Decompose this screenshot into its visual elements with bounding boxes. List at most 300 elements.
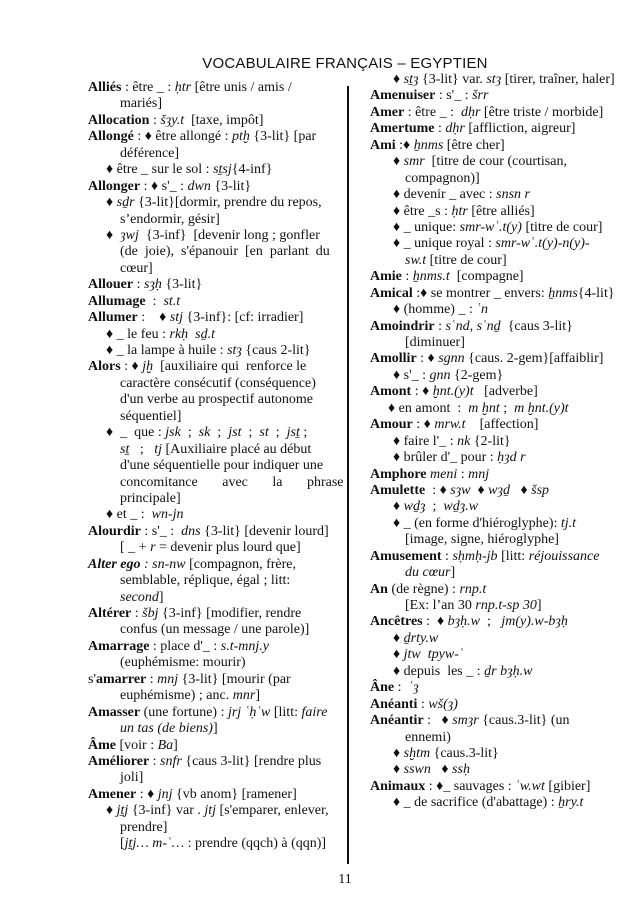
headword: Altérer	[88, 606, 132, 621]
transliteration: nk	[457, 433, 471, 449]
definition-text: [affection]	[465, 417, 539, 433]
entry-subline	[88, 655, 346, 671]
definition-text: : ♦	[423, 713, 453, 729]
transliteration: sḏr	[116, 195, 135, 211]
transliteration: sḥmḥ-jb	[452, 548, 498, 564]
headword: Allouer	[88, 277, 134, 293]
definition-text: = devenir plus lourd que]	[155, 540, 301, 556]
headword: Amer	[370, 104, 405, 120]
transliteration: sṯ	[120, 441, 130, 457]
definition-text: ;	[425, 499, 444, 515]
transliteration: mnj	[157, 671, 179, 687]
definition-text: ♦ être _ sur le sol :	[106, 162, 214, 178]
transliteration: ssḥ	[452, 762, 470, 778]
headword: Ancêtres	[370, 614, 423, 630]
transliteration: rnp.t	[459, 581, 487, 597]
definition-text: ♦ _ la lampe à huile :	[106, 343, 228, 358]
dictionary-entry-line	[88, 179, 346, 195]
entry-subline	[88, 261, 346, 277]
definition-text: : ♦	[416, 351, 439, 367]
definition-text: {vb anom} [ramener]	[172, 786, 297, 802]
transliteration: faire	[301, 704, 328, 720]
dictionary-entry-line	[370, 549, 625, 565]
definition-text: ;	[299, 425, 308, 441]
transliteration: dwn	[187, 178, 211, 194]
definition-text: ♦	[106, 803, 117, 819]
definition-text: : être _ :	[121, 80, 175, 95]
dictionary-entry-line	[88, 277, 346, 293]
definition-text: [Auxiliaire placé au début	[162, 441, 312, 457]
definition-text: ♦ (homme) _ :	[393, 302, 477, 318]
definition-text: ♦ et _ :	[106, 507, 152, 523]
transliteration: gnn	[429, 367, 451, 383]
definition-text: [être alliés]	[467, 203, 535, 219]
definition-text: [taxe, impôt]	[184, 112, 264, 128]
transliteration: ẖnms	[548, 285, 578, 301]
definition-text: [gibier]	[544, 778, 591, 794]
transliteration: sṯsj	[213, 162, 232, 178]
transliteration: ẖnms.t	[412, 269, 450, 285]
definition-text: joli]	[120, 770, 144, 786]
headword: Anéanti	[370, 696, 418, 712]
definition-text: ;	[479, 614, 502, 630]
headword: Amoindrir	[370, 318, 435, 334]
dictionary-entry-line	[88, 557, 346, 573]
transliteration: sȝḥ	[144, 277, 162, 293]
definition-text: ]	[212, 721, 218, 737]
definition-text: :	[434, 121, 446, 137]
transliteration: sṯȝ	[403, 72, 419, 87]
definition-text: [titre de cour (courtisan,	[424, 154, 567, 170]
dictionary-entry-line	[370, 779, 625, 795]
transliteration: sswn	[403, 762, 431, 778]
entry-subline	[88, 475, 346, 491]
entry-subline	[370, 631, 625, 647]
transliteration: ptḫ	[232, 129, 250, 145]
headword: Allonger	[88, 178, 141, 194]
entry-subline	[370, 746, 625, 762]
entry-subline	[370, 187, 625, 203]
transliteration: wš(ȝ)	[428, 696, 458, 712]
definition-text: [auxiliaire qui renforce le	[153, 359, 307, 375]
entry-subline	[370, 565, 625, 581]
definition-text: déférence]	[120, 145, 180, 161]
transliteration: : sn-nw	[140, 556, 186, 572]
definition-text: compagnon)]	[405, 170, 480, 186]
transliteration: bȝḥ.w	[447, 614, 480, 630]
headword: amarrer	[95, 671, 147, 687]
definition-text: (euphémisme: mourir)	[120, 655, 246, 671]
entry-subline	[88, 376, 346, 392]
transliteration: stȝ	[227, 343, 242, 358]
transliteration: rnp.t-sp 30	[475, 598, 537, 613]
definition-text: ]	[255, 688, 260, 704]
transliteration: Ba	[157, 737, 174, 753]
transliteration: stj	[169, 310, 184, 326]
transliteration: m ḫnt	[468, 400, 500, 416]
transliteration: dḥr	[445, 121, 465, 137]
definition-text: mariés]	[120, 96, 162, 112]
definition-text: {3-lit} [par	[249, 129, 317, 145]
definition-text: ]	[173, 737, 178, 753]
dictionary-entry-line	[88, 359, 346, 375]
transliteration: s.t-mnj.y	[220, 638, 269, 654]
dictionary-entry-line	[370, 713, 625, 729]
definition-text: {caus.3-lit} (un	[478, 713, 570, 729]
definition-text: {3-lit} [devenir lourd]	[200, 523, 329, 539]
definition-text: [affliction, aigreur]	[464, 121, 576, 137]
definition-text: ♦	[393, 72, 404, 87]
definition-text: s’endormir, gésir]	[120, 211, 220, 227]
entry-subline	[370, 253, 625, 269]
dictionary-entry-line	[88, 787, 346, 803]
transliteration: r	[150, 540, 156, 556]
definition-text: caractère consécutif (conséquence)	[120, 375, 316, 391]
definition-text: [titre de cour]	[426, 252, 507, 268]
transliteration: ʿȝ	[408, 680, 419, 696]
definition-text: confus (un message / une parole)]	[120, 622, 310, 638]
definition-text: {caus 3-lit}	[500, 318, 573, 334]
headword: Amenuiser	[370, 88, 436, 104]
definition-text: : ♦	[411, 384, 433, 400]
dictionary-entry-line	[88, 639, 346, 655]
definition-text: [titre de cour]	[521, 219, 603, 235]
definition-text: concomitance avec la phrase	[120, 474, 344, 490]
definition-text: {caus.3-lit}	[430, 745, 499, 761]
definition-text: {3-lit} var.	[418, 72, 487, 87]
dictionary-entry-line	[88, 672, 346, 688]
definition-text: ;	[499, 400, 515, 416]
entry-subline	[370, 171, 625, 187]
definition-text: : ♦ s'_ :	[140, 178, 188, 194]
headword: Anéantir	[370, 713, 424, 729]
entry-subline	[370, 220, 625, 236]
transliteration: ʿn	[476, 302, 489, 318]
transliteration: jst	[228, 425, 242, 441]
definition-text: euphémisme) ; anc.	[120, 688, 233, 704]
headword: Alourdir	[88, 523, 141, 539]
transliteration: jnj	[157, 786, 173, 802]
headword: Âme	[88, 737, 116, 753]
definition-text: ♦ faire l'_ :	[393, 433, 458, 449]
entry-subline	[88, 228, 346, 244]
definition-text: ♦ _ unique royal :	[393, 236, 496, 252]
entry-subline	[88, 195, 346, 211]
definition-text: [Ex: l’an 30	[405, 598, 476, 613]
transliteration: sw.t	[405, 252, 427, 268]
headword: Allongé	[88, 129, 134, 145]
definition-text: prendre]	[120, 819, 168, 835]
definition-text: : s'_ :	[140, 523, 182, 539]
headword: Animaux	[370, 778, 426, 794]
definition-text: :	[149, 112, 161, 128]
definition-text: [compagne]	[449, 269, 524, 285]
definition-text: ♦ _ de sacrifice (d'abattage) :	[393, 795, 559, 811]
transliteration: snsn r	[496, 187, 531, 203]
definition-text: ♦	[430, 762, 453, 778]
definition-text: ♦	[106, 195, 117, 211]
definition-text: : être _ :	[404, 104, 461, 120]
definition-text: [être triste / morbide]	[480, 104, 604, 120]
definition-text: ♦	[106, 227, 121, 243]
transliteration: st.t	[163, 293, 181, 309]
headword: Amener	[88, 786, 137, 802]
definition-text: : ♦_ sauvages :	[425, 778, 516, 794]
entry-subline	[88, 590, 346, 606]
definition-text: ♦	[470, 482, 489, 498]
definition-text: : ♦	[120, 359, 143, 375]
definition-text: [image, signe, hiéroglyphe]	[405, 532, 559, 548]
definition-text: [s'emparer, enlever,	[216, 803, 329, 819]
definition-text: {2-lit}	[470, 433, 511, 449]
transliteration: ḫnt.(y)t	[432, 384, 474, 400]
transliteration: ȝwj	[120, 227, 139, 243]
transliteration: sȝw	[450, 482, 471, 498]
transliteration: wḏȝ.w	[443, 499, 479, 515]
transliteration: jsṯ	[286, 425, 300, 441]
definition-text: [litt:	[270, 704, 302, 720]
dictionary-entry-line	[370, 286, 625, 302]
definition-text: ♦	[393, 630, 404, 646]
definition-text: :	[149, 753, 161, 769]
transliteration: sḫtm	[403, 745, 431, 761]
definition-text: {3-inf} [modifier, rendre	[158, 606, 302, 621]
transliteration: un tas (de biens)	[120, 721, 213, 737]
definition-text: {3-lit}	[161, 277, 203, 293]
page-number: 11	[338, 872, 352, 887]
dictionary-entry-line	[88, 606, 346, 622]
dictionary-entry-line	[370, 582, 625, 598]
entry-subline	[370, 730, 625, 746]
headword: Alter ego	[88, 556, 141, 572]
entry-subline	[370, 401, 625, 417]
definition-text: [diminuer]	[405, 335, 465, 350]
entry-subline	[370, 302, 625, 318]
definition-text: [être cher]	[443, 137, 505, 153]
transliteration: smȝr	[452, 713, 479, 729]
definition-text: [tirer, traîner, haler]	[501, 72, 615, 87]
entry-subline	[88, 458, 346, 474]
definition-text: ♦ en amont :	[388, 400, 469, 416]
entry-subline	[88, 507, 346, 523]
entry-subline	[88, 836, 346, 852]
entry-subline	[370, 499, 625, 515]
entry-subline	[88, 540, 346, 556]
headword: Amour	[370, 417, 413, 433]
entry-subline	[370, 664, 625, 680]
definition-text: {caus. 2-gem}[affaiblir]	[464, 351, 604, 367]
definition-text: (de joie), s'épanouir [en parlant du	[120, 244, 330, 260]
dictionary-entry-line	[88, 129, 346, 145]
entry-subline	[370, 762, 625, 778]
left-column	[88, 80, 346, 853]
transliteration: dns	[181, 523, 201, 539]
definition-text: cœur]	[120, 260, 153, 276]
definition-text: ♦ _ le feu :	[106, 326, 170, 342]
definition-text: : place d'_ :	[149, 638, 221, 654]
entry-subline	[370, 647, 625, 663]
transliteration: ẖnms	[413, 137, 444, 153]
headword: An	[370, 581, 388, 597]
transliteration: ḥtr	[174, 80, 192, 95]
headword: Amont	[370, 384, 412, 400]
dictionary-entry-line	[370, 417, 625, 433]
entry-subline	[88, 491, 346, 507]
definition-text: ♦ devenir _ avec :	[393, 187, 497, 203]
definition-text: ♦ _ que :	[106, 425, 166, 441]
definition-text: : ♦	[137, 310, 170, 326]
transliteration: wȝḏ	[488, 482, 510, 498]
page-title: VOCABULAIRE FRANÇAIS – EGYPTIEN	[202, 55, 488, 72]
dictionary-entry-line	[370, 105, 625, 121]
definition-text: : prendre (qqch) à (qqn)]	[184, 836, 327, 852]
entry-subline	[370, 368, 625, 384]
entry-subline	[88, 820, 346, 836]
definition-text: {3-lit} [mourir (par	[178, 671, 291, 687]
definition-text: {2-gem}	[450, 367, 504, 383]
definition-text: : ♦ être allongé :	[133, 129, 232, 145]
definition-text: [ _ +	[120, 540, 151, 556]
definition-text: [compagnon, frère,	[185, 556, 297, 572]
definition-text: {3-inf} var .	[128, 803, 205, 819]
right-column	[370, 72, 625, 812]
dictionary-entry-line	[88, 310, 346, 326]
definition-text: :	[394, 680, 409, 696]
definition-text: : s'_ :	[435, 88, 473, 104]
definition-text: ♦ s'_ :	[393, 367, 430, 383]
transliteration: jtw tpyw-ʿ	[403, 647, 464, 663]
headword: Améliorer	[88, 753, 150, 769]
entry-subline	[370, 598, 625, 614]
headword: Amasser	[88, 704, 141, 720]
dictionary-entry-line	[370, 88, 625, 104]
dictionary-entry-line	[88, 524, 346, 540]
transliteration: jṯj… m-ʿ…	[124, 836, 185, 852]
definition-text: :	[145, 293, 164, 309]
definition-text: {caus 3-lit} [rendre plus	[181, 753, 322, 769]
headword: Amarrage	[88, 638, 150, 654]
definition-text: séquentiel]	[120, 408, 182, 424]
dictionary-entry-line	[370, 269, 625, 285]
entry-subline	[88, 327, 346, 343]
definition-text: : ♦	[422, 614, 448, 630]
definition-text: [	[120, 836, 125, 852]
entry-subline	[88, 721, 346, 737]
entry-subline	[88, 573, 346, 589]
definition-text: :	[434, 318, 446, 334]
dictionary-entry-line	[370, 319, 625, 335]
entry-subline	[370, 450, 625, 466]
entry-subline	[370, 795, 625, 811]
entry-subline	[88, 622, 346, 638]
definition-text: ]	[450, 565, 456, 581]
definition-text: ♦	[510, 482, 532, 498]
definition-text: : ♦	[412, 417, 435, 433]
transliteration: mnr	[232, 688, 256, 704]
definition-text: ♦ depuis les _ :	[393, 663, 485, 679]
definition-text: {caus 2-lit}	[241, 343, 311, 358]
definition-text: ♦ _ unique:	[393, 219, 460, 235]
definition-text: ♦	[393, 154, 404, 170]
transliteration: šbj	[142, 606, 159, 621]
transliteration: smr-wʿ.t(y)	[459, 219, 522, 235]
transliteration: ḥȝd r	[497, 450, 526, 466]
definition-text: ♦ _ (en forme d'hiéroglyphe):	[393, 515, 561, 531]
definition-text: ♦	[393, 745, 404, 761]
headword: Allumage	[88, 293, 146, 309]
entry-subline	[88, 770, 346, 786]
transliteration: jsk	[165, 425, 181, 441]
definition-text: {3-lit}	[210, 178, 252, 194]
transliteration: ḏrty.w	[403, 630, 439, 646]
definition-text: semblable, réplique, égal ; litt:	[120, 573, 291, 589]
transliteration: smr-wʿ.t(y)-n(y)-	[495, 236, 590, 252]
transliteration: dḥr	[460, 104, 481, 120]
dictionary-entry-line	[370, 614, 625, 630]
entry-subline	[88, 244, 346, 260]
definition-text: principale]	[120, 490, 181, 506]
entry-subline	[370, 204, 625, 220]
transliteration: m ḫnt.(y)t	[514, 400, 569, 416]
headword: Amertume	[370, 121, 435, 137]
entry-subline	[88, 425, 346, 441]
definition-text: :	[457, 466, 469, 482]
transliteration: rkḥ sḏ.t	[169, 326, 216, 342]
definition-text: :♦	[395, 137, 414, 153]
headword: Amphore	[370, 466, 427, 482]
headword: Alors	[88, 359, 121, 375]
dictionary-entry-line	[370, 138, 625, 154]
definition-text: (de règne) :	[387, 581, 460, 597]
definition-text: [adverbe]	[473, 384, 538, 400]
dictionary-entry-line	[370, 351, 625, 367]
definition-text: ♦ être _s :	[393, 203, 452, 219]
transliteration: st	[259, 425, 269, 441]
transliteration: šrr	[472, 88, 489, 104]
dictionary-entry-line	[370, 483, 625, 499]
entry-subline	[88, 409, 346, 425]
definition-text: d'une séquentielle pour indiquer une	[120, 458, 324, 474]
entry-subline	[88, 392, 346, 408]
transliteration: jm(y).w-bȝḥ	[501, 614, 568, 630]
definition-text: : ♦	[425, 482, 451, 498]
transliteration: jḫ	[142, 359, 154, 375]
definition-text: :	[401, 269, 413, 285]
definition-text: :	[133, 277, 144, 293]
definition-text: {4-lit}	[577, 285, 615, 301]
transliteration: tj	[154, 441, 163, 457]
dictionary-entry-line	[88, 754, 346, 770]
dictionary-entry-line	[370, 121, 625, 137]
transliteration: tj.t	[560, 515, 577, 531]
entry-subline	[88, 442, 346, 458]
entry-subline	[88, 343, 346, 359]
entry-subline	[370, 434, 625, 450]
definition-text: ♦	[393, 499, 404, 515]
entry-subline	[88, 803, 346, 819]
headword: Allumer	[88, 310, 138, 326]
headword: Allocation	[88, 112, 150, 128]
definition-text: :	[131, 606, 143, 621]
definition-text: {4-inf}	[231, 162, 273, 178]
entry-subline	[88, 146, 346, 162]
headword: Âne	[370, 680, 395, 696]
transliteration: du cœur	[405, 565, 451, 581]
headword: Amusement	[370, 548, 442, 564]
definition-text: :	[441, 548, 453, 564]
entry-subline	[370, 335, 625, 351]
headword: Amulette	[370, 482, 426, 498]
